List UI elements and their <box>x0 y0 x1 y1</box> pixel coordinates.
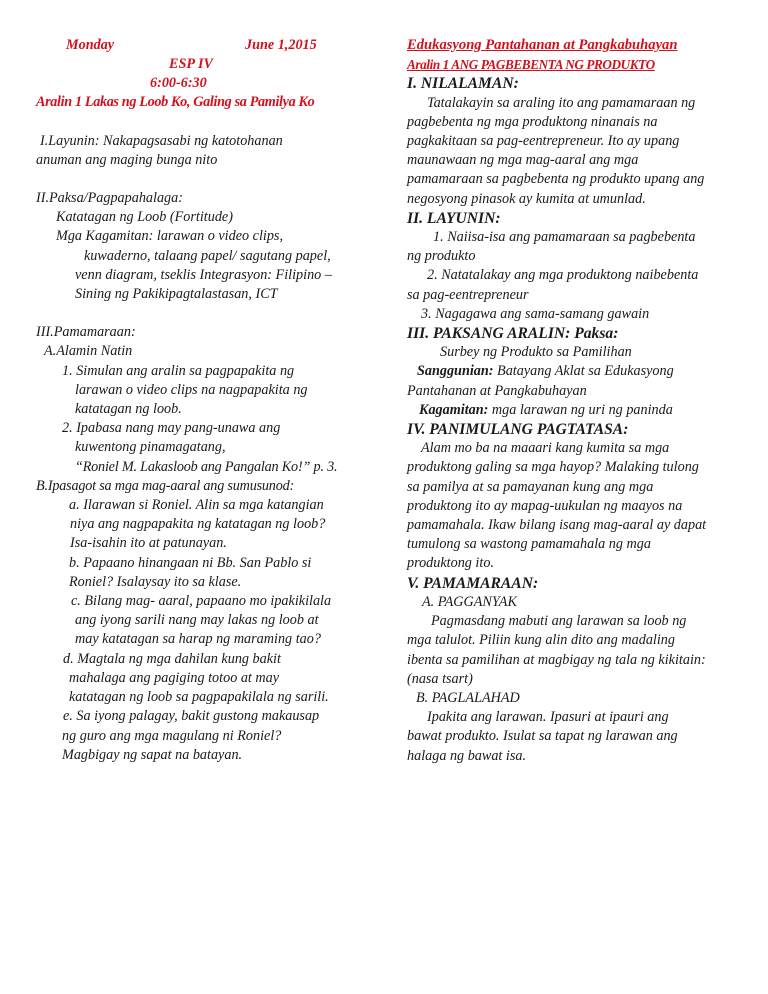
materials-label: Kagamitan: <box>419 401 489 418</box>
objective-line: 3. Nagagawa ang sama-samang gawain <box>421 305 650 322</box>
procedure-line: (nasa tsart) <box>407 670 473 687</box>
question-line: Roniel? Isalaysay ito sa klase. <box>69 573 242 590</box>
content-line: pamamaraan sa pagbebenta ng produkto upang ang <box>407 171 705 188</box>
topic-line: Surbey ng Produkto sa Pamilihan <box>440 344 632 361</box>
procedure-line: mga talulot. Piliin kung alin dito ang madaling <box>407 632 675 649</box>
reference-line: Pantahanan at Pangkabuhayan <box>407 382 587 399</box>
question-line: Magbigay ng sapat na batayan. <box>62 746 243 763</box>
right-column <box>407 36 742 766</box>
header-day: Monday <box>66 37 115 53</box>
section-heading-layunin: II. LAYUNIN: <box>407 209 501 227</box>
question-line: niya ang nagpapakita ng katatagan ng loob? <box>70 516 326 533</box>
assessment-line: sa pamilya at sa pamayanan kung ang mga <box>407 478 654 495</box>
assessment-line: produktong ito ay mapag-uukulan ng maayos na <box>407 497 683 514</box>
reference-label: Sanggunian: <box>417 363 494 380</box>
assessment-line: produktong galing sa mga hayop? Malaking tulong <box>407 459 699 476</box>
procedure-line: halaga ng bawat isa. <box>407 747 527 764</box>
content-line: Tatalakayin sa araling ito ang pamamaraan ng <box>427 94 696 111</box>
left-header-row <box>36 36 370 55</box>
objective-line: ng produkto <box>407 248 476 265</box>
section-heading-paksa: III. PAKSANG ARALIN: Paksa: <box>407 325 619 343</box>
question-line: katatagan ng loob sa pagpapakilala ng sarili. <box>69 689 329 706</box>
question-line: Isa-isahin ito at patunayan. <box>70 535 227 552</box>
question-line: ng guro ang mga magulang ni Roniel? <box>62 727 282 744</box>
question-line: b. Papaano hinangaan ni Bb. San Pablo si <box>69 554 312 571</box>
procedure-line: “Roniel M. Lakasloob ang Pangalan Ko!” p. 3. <box>75 458 338 475</box>
reference-line <box>407 362 742 381</box>
assessment-line: produktong ito. <box>407 555 494 572</box>
procedure-line: kuwentong pinamagatang, <box>75 439 226 456</box>
left-column <box>36 36 370 765</box>
questions-heading: B.Ipasagot sa mga mag-aaral ang sumusunod: <box>36 477 295 494</box>
subject-title: Edukasyong Pantahanan at Pangkabuhayan <box>407 37 678 53</box>
question-line: may katatagan sa harap ng maraming tao? <box>75 631 321 648</box>
objective-line: anuman ang maging bunga nito <box>36 151 218 168</box>
procedure-subheading: B. PAGLALAHAD <box>416 689 520 706</box>
section-heading-pagtatasa: IV. PANIMULANG PAGTATASA: <box>407 421 629 439</box>
question-line: ang iyong sarili nang may lakas ng loob at <box>75 612 319 629</box>
section-heading-pamamaraan: V. PAMAMARAAN: <box>407 574 539 592</box>
materials-line: venn diagram, tseklis Integrasyon: Filipino – <box>75 266 332 283</box>
objective-line: 2. Natatalakay ang mga produktong naibebenta <box>427 267 699 284</box>
procedure-line: 1. Simulan ang aralin sa pagpapakita ng <box>62 362 295 379</box>
topic-heading: II.Paksa/Pagpapahalaga: <box>36 190 183 207</box>
objective-line: I.Layunin: Nakapagsasabi ng katotohanan <box>40 132 283 149</box>
reference-text: Batayang Aklat sa Edukasyong <box>493 363 674 380</box>
materials-line: Sining ng Pakikipagtalastasan, ICT <box>75 286 278 303</box>
procedure-line: ibenta sa pamilihan at magbigay ng tala ng kikitain: <box>407 651 706 668</box>
question-line: a. Ilarawan si Roniel. Alin sa mga katangian <box>69 497 324 514</box>
materials-line <box>407 401 742 420</box>
procedure-subheading: A. PAGGANYAK <box>422 593 517 610</box>
content-line: maunawaan ng mga mag-aaral ang mga <box>407 152 639 169</box>
topic-line: Katatagan ng Loob (Fortitude) <box>56 209 233 226</box>
time-slot: 6:00-6:30 <box>150 75 207 92</box>
question-line: e. Sa iyong palagay, bakit gustong makausap <box>63 708 320 725</box>
materials-line: Mga Kagamitan: larawan o video clips, <box>56 228 283 245</box>
assessment-line: Alam mo ba na maaari kang kumita sa mga <box>421 440 670 457</box>
objective-line: 1. Naiisa-isa ang pamamaraan sa pagbebenta <box>433 229 696 246</box>
procedure-line: 2. Ipabasa nang may pang-unawa ang <box>62 420 281 437</box>
assessment-line: tumulong sa wastong pamamahala ng mga <box>407 536 651 553</box>
procedure-subheading: A.Alamin Natin <box>44 343 133 360</box>
lesson-title: Aralin 1 Lakas ng Loob Ko, Galing sa Pamilya Ko <box>36 94 315 111</box>
procedure-line: Ipakita ang larawan. Ipasuri at ipauri ang <box>427 709 669 726</box>
procedure-heading: III.Pamamaraan: <box>36 324 136 341</box>
content-line: pagbebenta ng mga produktong ninanais na <box>407 113 658 130</box>
question-line: c. Bilang mag- aaral, papaano mo ipakikilala <box>71 593 332 610</box>
header-date: June 1,2015 <box>245 37 317 53</box>
lesson-title: Aralin 1 ANG PAGBEBENTA NG PRODUKTO <box>407 57 655 73</box>
procedure-line: katatagan ng loob. <box>75 401 182 418</box>
procedure-line: Pagmasdang mabuti ang larawan sa loob ng <box>431 613 687 630</box>
procedure-line: bawat produkto. Isulat sa tapat ng larawan ang <box>407 728 678 745</box>
subject-title: ESP IV <box>169 56 214 72</box>
section-heading-nilalaman: I. NILALAMAN: <box>407 75 519 93</box>
question-line: mahalaga ang pagiging totoo at may <box>69 669 280 686</box>
materials-line: kuwaderno, talaang papel/ sagutang papel, <box>84 247 331 264</box>
assessment-line: pamamahala. Ikaw bilang isang mag-aaral ay dapat <box>407 517 707 534</box>
question-line: d. Magtala ng mga dahilan kung bakit <box>63 650 281 667</box>
content-line: negosyong pinasok ay kumita at umunlad. <box>407 190 646 207</box>
objective-line: sa pag-eentrepreneur <box>407 286 529 303</box>
materials-text: mga larawan ng uri ng paninda <box>488 401 673 418</box>
procedure-line: larawan o video clips na nagpapakita ng <box>75 381 308 398</box>
content-line: pagkakitaan sa pag-eentrepreneur. Ito ay upang <box>407 133 680 150</box>
